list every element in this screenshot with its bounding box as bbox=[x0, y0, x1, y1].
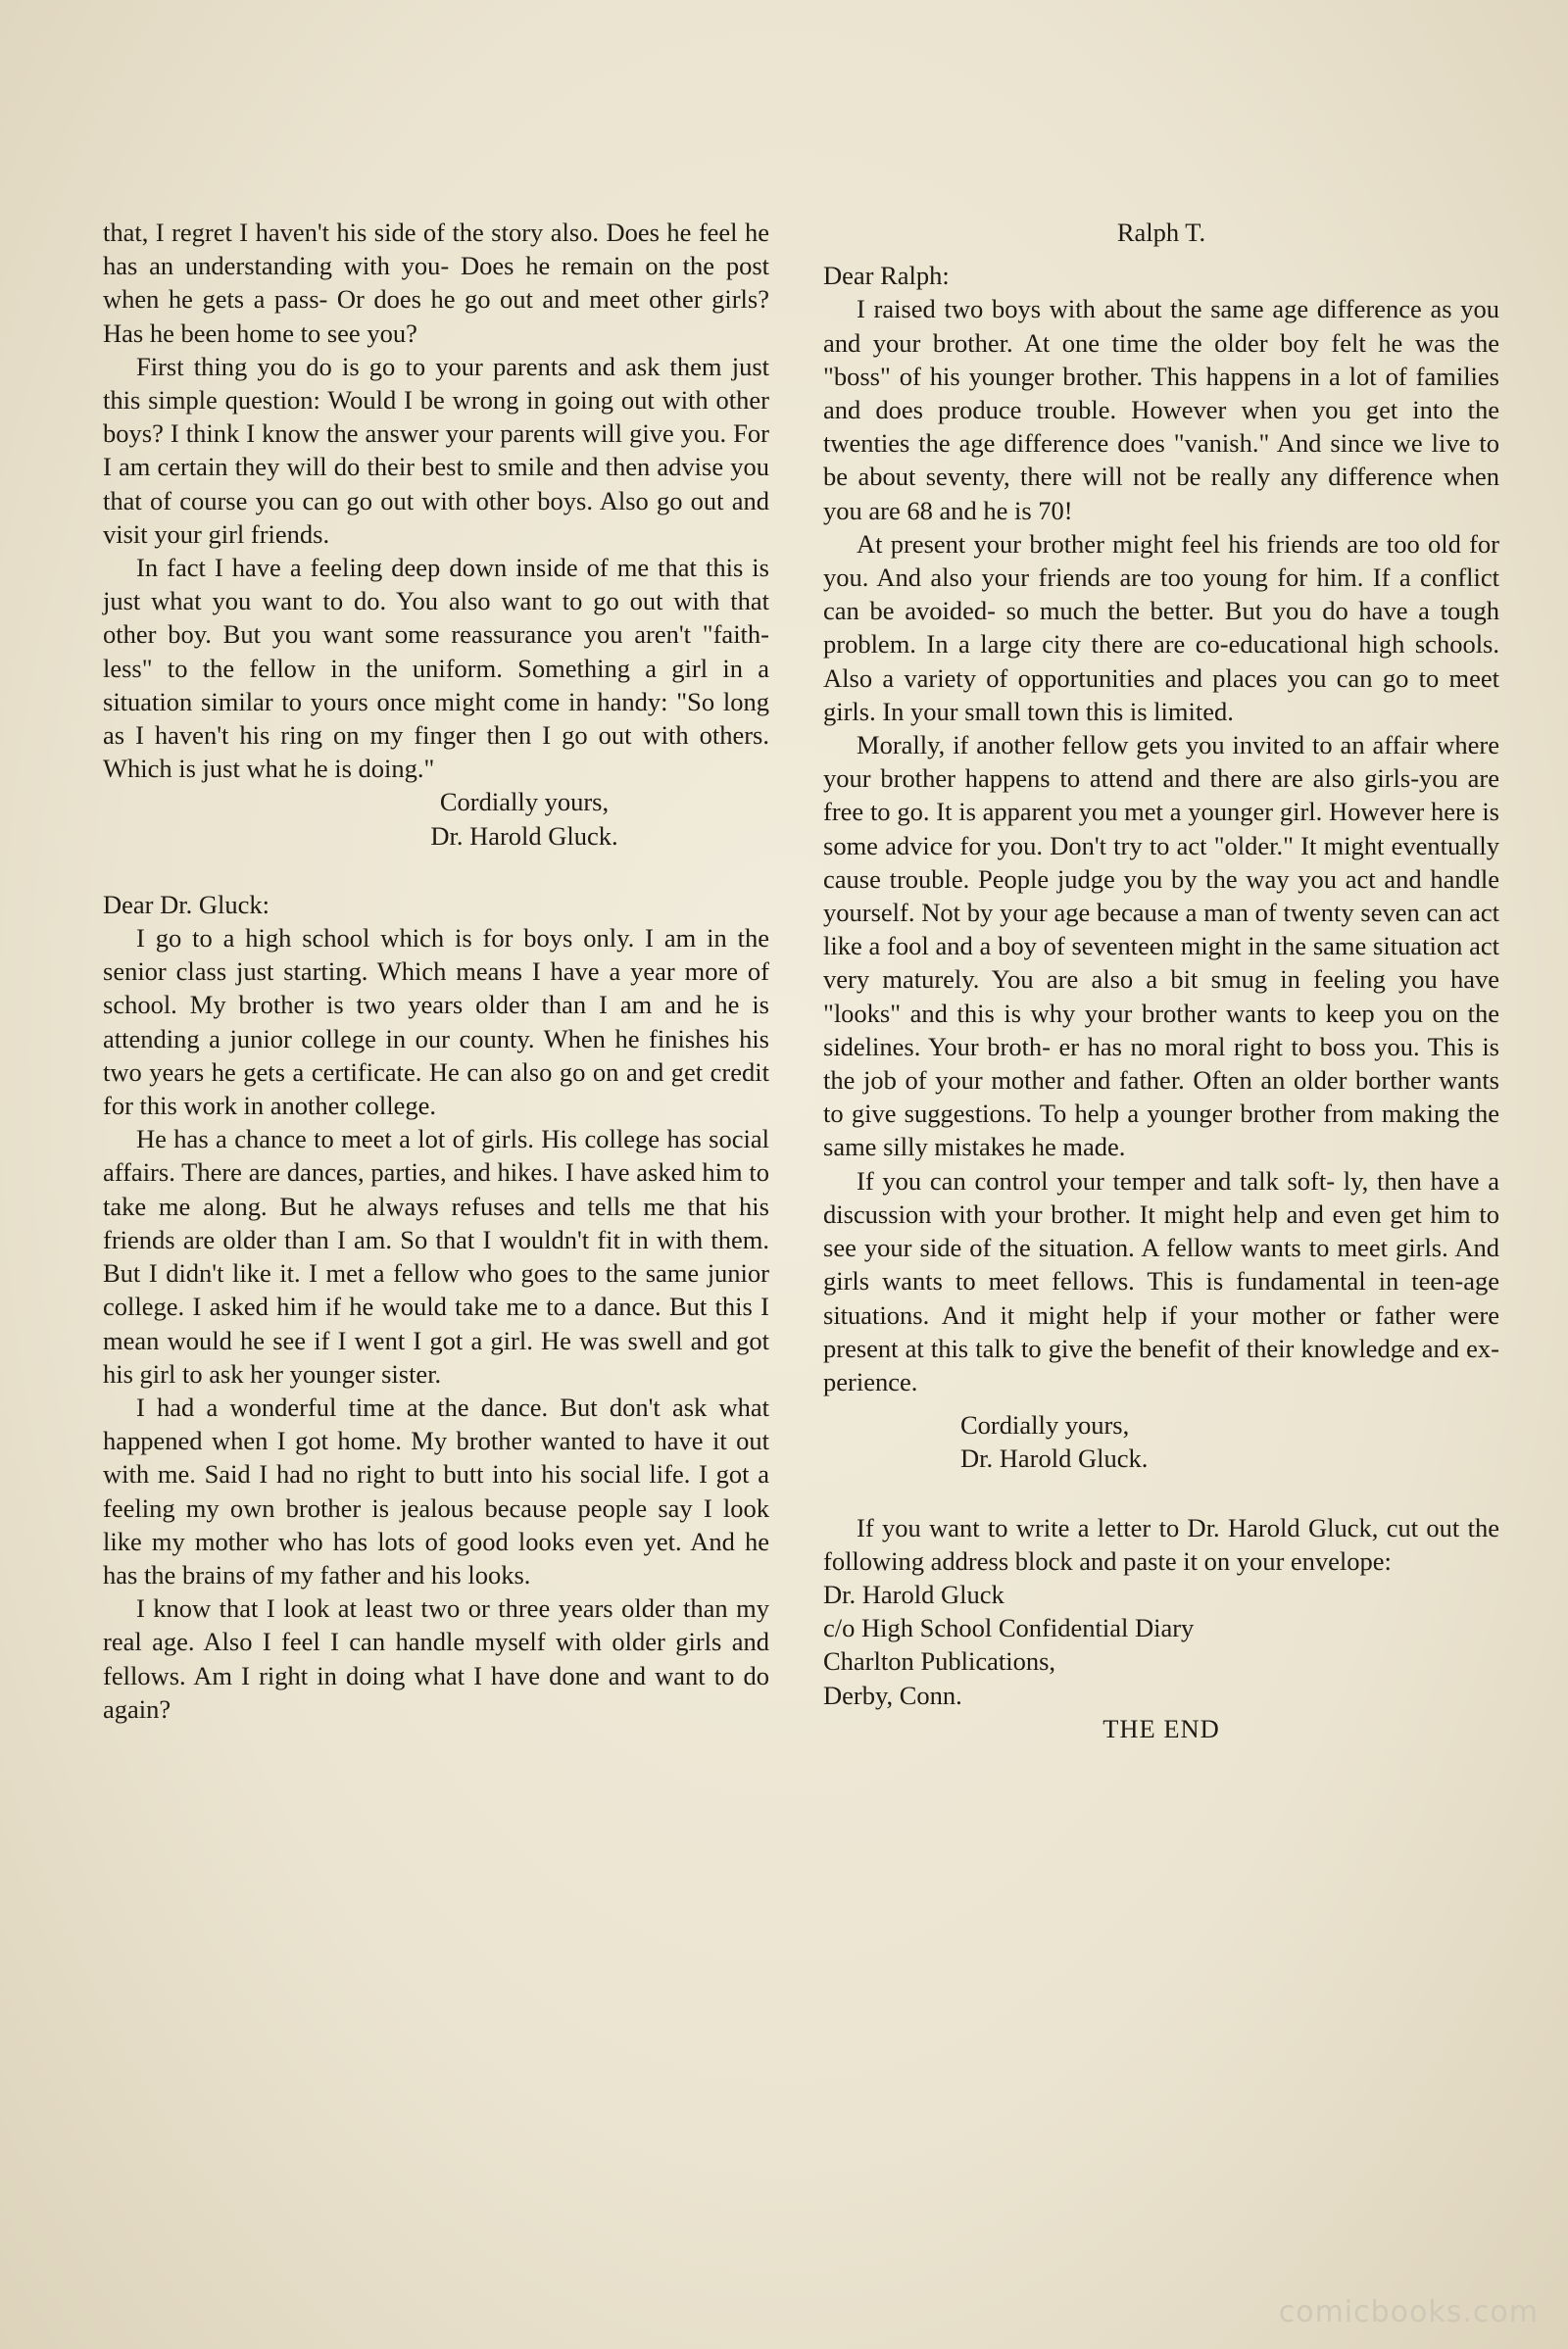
end-marker: THE END bbox=[1102, 1713, 1220, 1743]
paragraph: First thing you do is go to your parents and ask them just this simple question: Would I be wrong in going out with other boys? I think I know the answer your parents will give you. For I am certain they will do their best to smile and then advise you that of course you can go out with other boys. Also go out and visit your girl friends. bbox=[103, 351, 769, 549]
address-line: Dr. Harold Gluck bbox=[823, 1579, 1004, 1609]
right-column bbox=[823, 216, 1499, 1745]
address-line: c/o High School Confidential Diary bbox=[823, 1613, 1195, 1643]
paragraph: I know that I look at least two or three years older than my real age. Also I feel I can handle myself with older girls and fellows. Am I right in doing what I have done and want to do again? bbox=[103, 1593, 769, 1724]
paragraph: I had a wonderful time at the dance. But don't ask what happened when I got home. My brother wanted to have it out with me. Said I had no right to butt into his social life. I got a feeling my own brother is jealous because people say I look like my mother who has lots of good looks even yet. And he has the brains of my father and his looks. bbox=[103, 1392, 769, 1590]
paragraph: I raised two boys with about the same age difference as you and your brother. At one time the older boy felt he was the "boss" of his younger brother. This happens in a lot of families and does produce trouble. However when you get into the twenties the age difference does "vanish." And since we live to be about seventy, there will not be really any difference when you are 68 and he is 70! bbox=[823, 294, 1499, 525]
paragraph: In fact I have a feeling deep down inside of me that this is just what you want to do. You also want to go out with that other boy. But you want some reassurance you aren't "faith- less" to the fellow in the uniform. Something a girl in a situation similar to yours once might come in handy: "So long as I haven't his ring on my finger then I go out with others. Which is just what he is doing." bbox=[103, 553, 769, 784]
left-column bbox=[103, 216, 769, 1726]
address-line: Charlton Publications, bbox=[823, 1646, 1056, 1677]
letter-salutation: Dear Dr. Gluck: bbox=[103, 889, 270, 919]
paragraph: At present your brother might feel his friends are too old for you. And also your friends are too young for him. If a conflict can be avoided- so much the better. But you do have a tough problem. In a large city there are co-educational high schools. Also a variety of opportunities and places you can go to meet girls. In your small town this is limited. bbox=[823, 528, 1499, 726]
signature-closing: Cordially yours, bbox=[439, 787, 610, 817]
signature-closing: Cordially yours, bbox=[960, 1410, 1130, 1441]
site-watermark: comicbooks.com bbox=[1278, 2295, 1539, 2329]
paragraph: If you can control your temper and talk soft- ly, then have a discussion with your brother. It might help and even get him to see your side of the situation. A fellow wants to meet girls. And girls wants to meet fellows. This is fundamental in teen-age situations. And it might help if your mother or father were present at this talk to give the benefit of their knowledge and ex- perience. bbox=[823, 1165, 1499, 1396]
paragraph: I go to a high school which is for boys only. I am in the senior class just starting. Which means I have a year more of school. My brother is two years older than I am and he is attending a junior college in our county. When he finishes his two years he gets a certificate. He can also go on and get credit for this work in another college. bbox=[103, 923, 769, 1121]
paragraph: that, I regret I haven't his side of the story also. Does he feel he has an understanding with you- Does he remain on the post when he gets a pass- Or does he go out and meet other girls? Has he been home to see you? bbox=[103, 218, 769, 348]
paragraph: He has a chance to meet a lot of girls. His college has social affairs. There are dances, parties, and hikes. I have asked him to take me along. But he always refuses and tells me that his friends are older than I am. So that I wouldn't fit in with them. But I didn't like it. I met a fellow who goes to the same junior college. I asked him if he would take me to a dance. But this I mean would he see if I went I got a girl. He was swell and got his girl to ask her younger sister. bbox=[103, 1124, 769, 1389]
paragraph: Morally, if another fellow gets you invited to an affair where your brother happens to attend and there are also girls-you are free to go. It is apparent you met a younger girl. However here is some advice for you. Don't try to act "older." It might eventually cause trouble. People judge you by the way you act and handle yourself. Not by your age because a man of twenty seven can act like a fool and a boy of seventeen might in the same situation act very maturely. You are also a bit smug in feeling you have "looks" and this is why your brother wants to keep you on the sidelines. Your broth- er has no moral right to boss you. This is the job of your mother and father. Often an older borther wants to give suggestions. To help a younger brother from making the same silly mistakes he made. bbox=[823, 730, 1499, 1162]
signature-name: Dr. Harold Gluck. bbox=[960, 1444, 1149, 1474]
letter-salutation: Dear Ralph: bbox=[823, 261, 950, 291]
address-note: If you want to write a letter to Dr. Harold Gluck, cut out the following address block and paste it on your envelope: bbox=[823, 1512, 1499, 1576]
letter-signoff: Ralph T. bbox=[1116, 218, 1206, 247]
signature-name: Dr. Harold Gluck. bbox=[430, 820, 618, 851]
address-line: Derby, Conn. bbox=[823, 1680, 962, 1710]
